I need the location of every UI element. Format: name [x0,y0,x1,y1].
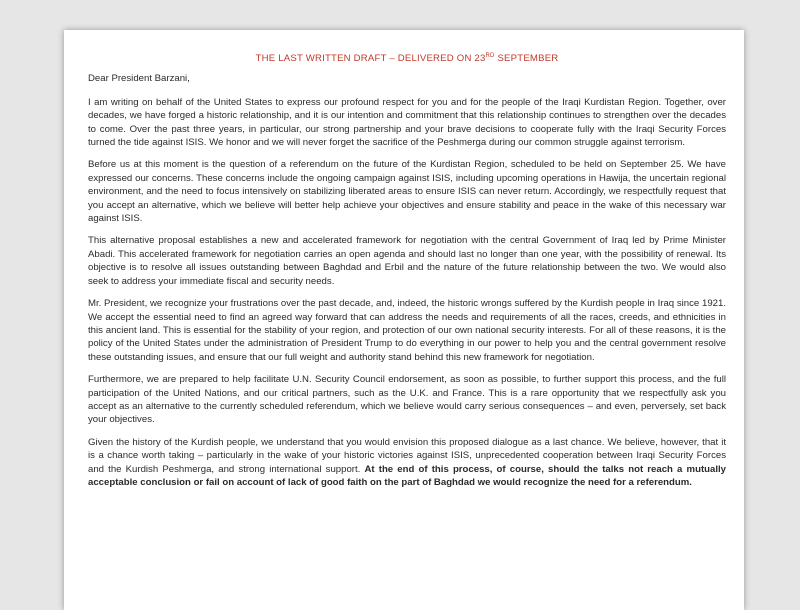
paragraph-6-bold-text: At the end of this process, of course, should the talks not reach a mutually acceptable conclusion or fail on account of lack of good faith on the part of Baghdad we would recognize the need for a referendum. [88,463,726,488]
paragraph-1: I am writing on behalf of the United States to express our profound respect for you and for the people of the Iraqi Kurdistan Region. Together, over decades, we have forged a historic relationship, and it is our intention and commitment that this relationship continues to strengthen over the decades to come. Over the past three years, in particular, our strong partnership and your brave decisions to cooperate fully with the Iraqi Security Forces turned the tide against ISIS. We honor and we will never forget the sacrifice of the Peshmerga during our common struggle against terrorism. [88,96,726,149]
document-title [88,52,726,65]
paragraph-6 [88,436,726,490]
paragraph-5: Furthermore, we are prepared to help facilitate U.N. Security Council endorsement, as soon as possible, to further support this process, and the full participation of the United Nations, and our critical partners, such as the U.K. and France. This is a rare opportunity that we respectfully ask you accept as an alternative to the currently scheduled referendum, which we believe would carry serious consequences – and even, perversely, set back your objectives. [88,374,726,426]
paragraph-2: Before us at this moment is the question of a referendum on the future of the Kurdistan Region, scheduled to be held on September 25. We have expressed our concerns. These concerns include the ongoing campaign against ISIS, including upcoming operations in Hawija, the uncertain regional environment, and the need to focus intensively on stabilizing liberated areas to ensure ISIS can never return. Accordingly, we respectfully request that you accept an alternative, which we believe will better help achieve your objectives and ensure stability and peace in the wake of this necessary war against ISIS. [88,159,726,225]
title-superscript: RD [485,52,495,59]
paragraph-4: Mr. President, we recognize your frustrations over the past decade, and, indeed, the historic wrongs suffered by the Kurdish people in Iraq since 1921. We accept the essential need to find an agreed way forward that can address the needs and requirements of all the races, creeds, and ethnicities in this ancient land. This is essential for the stability of your region, and protection of our own national security interests. For all of these reasons, it is the policy of the United States under the administration of President Trump to do everything in our power to help you and the central government resolve these outstanding issues, and ensure that our full weight and authority stand behind this new framework for negotiation. [88,298,726,363]
paragraph-6-text: Given the history of the Kurdish people, we understand that you would envision this proposed dialogue as a last chance. We believe, however, that it is a chance worth taking – particularly in the wake of your historic victories against ISIS, unprecedented cooperation between Iraqi Security Forces and the Kurdish Peshmerga, and strong international support. [88,436,726,475]
title-text: THE LAST WRITTEN DRAFT – DELIVERED ON 23 [255,53,486,64]
letter-page [64,30,744,610]
paragraph-3: This alternative proposal establishes a new and accelerated framework for negotiation with the central Government of Iraq led by Prime Minister Abadi. This accelerated framework for negotiation carries an open agenda and should last no longer than one year, with the possibility of renewal. Its objective is to resolve all issues outstanding between Baghdad and Erbil and the nature of the future relationship between the two. We would also seek to address your immediate fiscal and security needs. [88,235,726,287]
title-text-end: SEPTEMBER [494,53,559,64]
salutation: Dear President Barzani, [88,73,190,85]
